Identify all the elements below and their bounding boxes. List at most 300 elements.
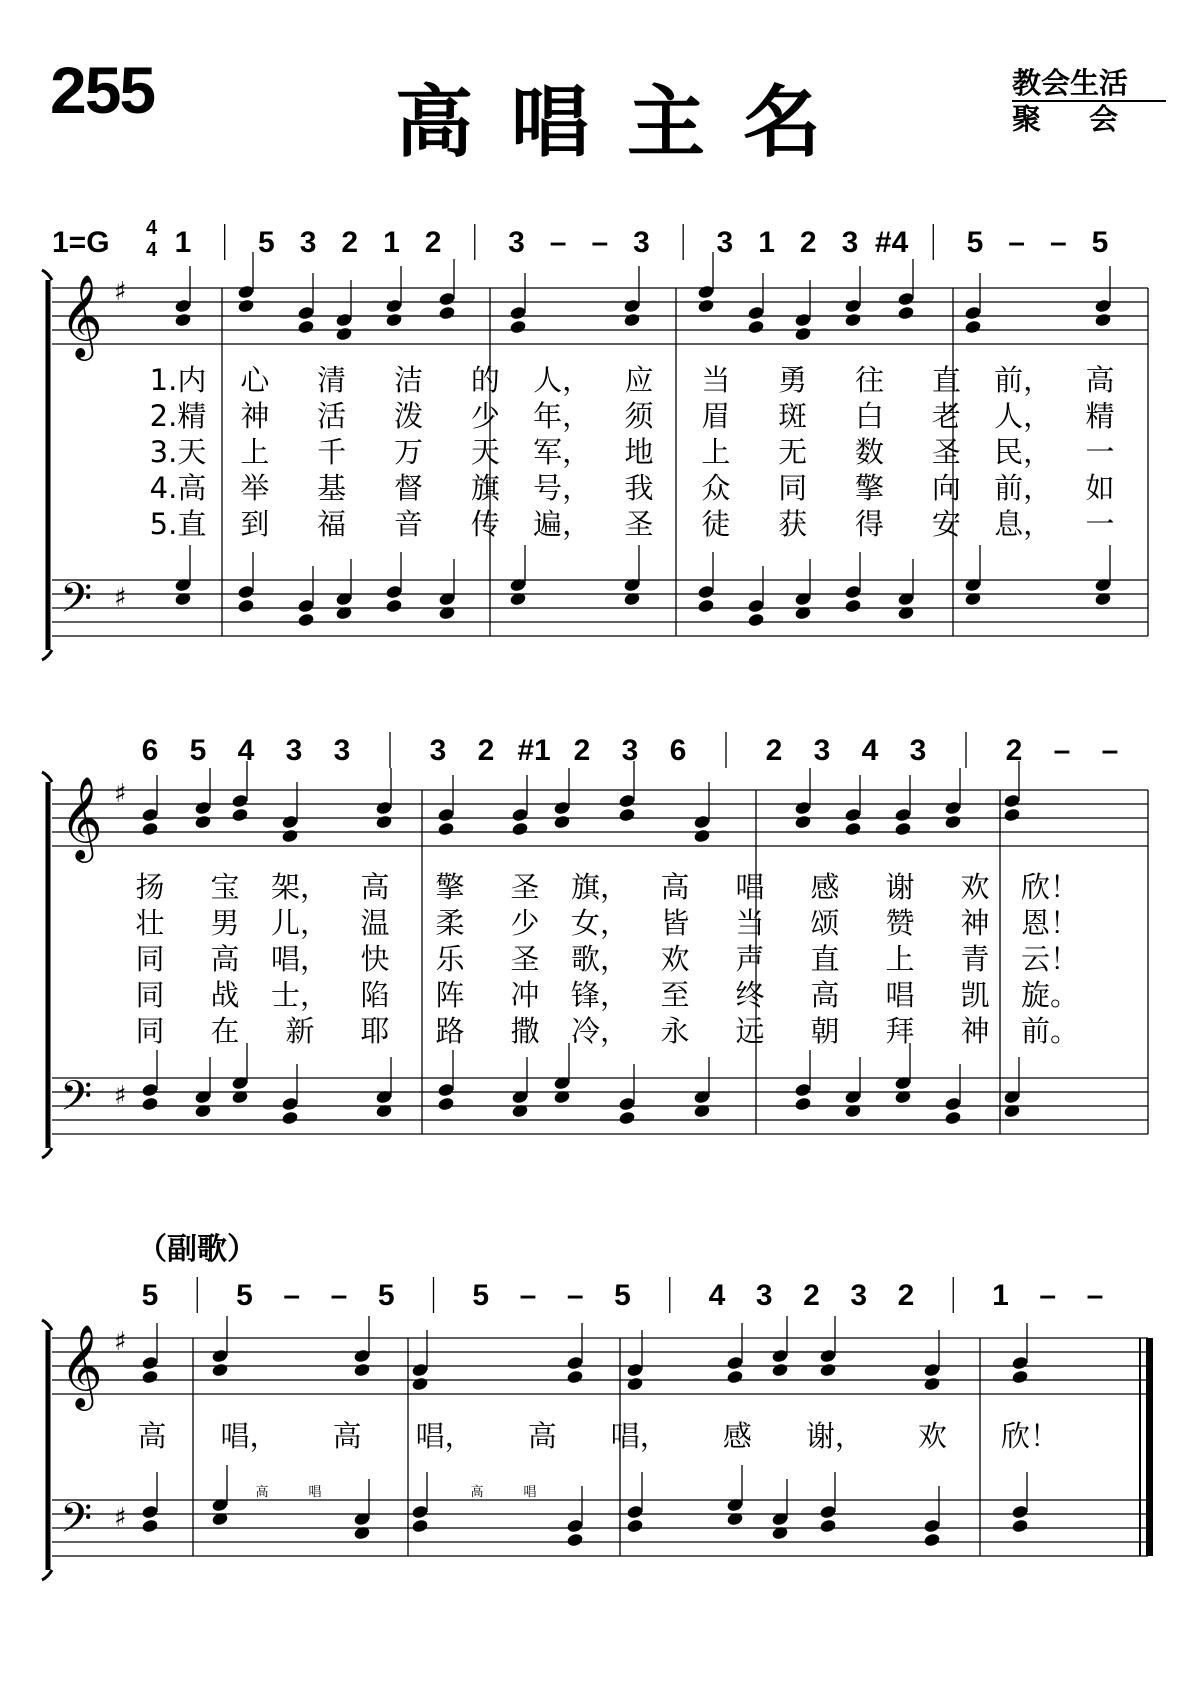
bass-note: [747, 612, 765, 627]
key-sharp-icon: ♯: [114, 1503, 127, 1533]
lyric-syllable: 冷，: [570, 1014, 630, 1048]
lyric-syllable: 架，: [270, 870, 330, 904]
treble-note: [1003, 807, 1021, 822]
lyric-syllable: 举: [240, 471, 270, 505]
lyric-syllable: 至: [660, 978, 690, 1012]
jianpu-note: 3: [841, 226, 859, 259]
treble-note: [211, 1362, 229, 1377]
treble-note: [1003, 793, 1021, 808]
bass-note: [566, 1518, 584, 1533]
lyric-syllable: 勇: [778, 363, 808, 397]
lyric-syllable: 声: [735, 942, 765, 976]
treble-note: [297, 305, 315, 320]
treble-note: [281, 828, 299, 843]
lyric-syllable: 快: [360, 942, 390, 976]
lyric-syllable: 民，: [994, 435, 1053, 469]
lyric-syllable: 唱: [885, 978, 915, 1012]
jianpu-note: #4: [874, 226, 909, 259]
system-2-brace-top-hook: [42, 772, 52, 782]
treble-note: [385, 298, 403, 313]
bass-note: [141, 1096, 159, 1111]
jianpu-note: 3: [299, 226, 317, 259]
lyric-syllable: 神: [960, 906, 990, 940]
jianpu-note: –: [1049, 226, 1067, 259]
lyric-syllable: 少: [510, 906, 540, 940]
jianpu-note: 5: [614, 1279, 631, 1312]
lyric-syllable: 士，: [270, 978, 330, 1012]
jianpu-note: #1: [517, 734, 551, 767]
jianpu-note: –: [1086, 1279, 1104, 1312]
lyric-syllable: 4.高: [149, 471, 207, 505]
treble-note: [375, 800, 393, 815]
treble-staff-1: [52, 273, 1148, 361]
lyric-syllable: 撒: [510, 1014, 540, 1048]
jianpu-note: 3: [755, 1279, 773, 1312]
bass-note: [437, 1082, 455, 1097]
lyric-syllable: 人，: [994, 399, 1053, 433]
treble-note: [174, 298, 192, 313]
lyric-syllable: 皆: [660, 906, 690, 940]
treble-note: [897, 291, 915, 306]
lyric-syllable: 圣: [510, 942, 540, 976]
lyric-syllable: 旗，: [570, 870, 630, 904]
jianpu-note: 2: [799, 226, 817, 259]
treble-note: [897, 305, 915, 320]
lyric-syllable: 音: [393, 507, 424, 541]
lyric-syllable: 唱，: [220, 1419, 279, 1453]
lyric-syllable: 活: [317, 399, 347, 433]
lyric-syllable: 恩！: [1020, 906, 1080, 940]
lyric-syllable: 传: [470, 507, 500, 541]
jianpu-note: –: [549, 226, 567, 259]
lyric-syllable: 得: [854, 507, 885, 541]
treble-note: [944, 814, 962, 829]
bass-note: [1011, 1504, 1029, 1519]
lyric-syllable: 的: [470, 363, 500, 397]
lyric-syllable: 青: [960, 942, 990, 976]
jianpu-note: 2: [477, 734, 495, 767]
system-1-brace-top-hook: [42, 270, 52, 280]
lyric-syllable: 众: [701, 471, 731, 505]
jianpu-note: 1: [174, 226, 192, 259]
lyric-syllable: 女，: [570, 906, 630, 940]
bass-note: [237, 598, 255, 613]
lyric-syllable: 感: [810, 870, 840, 904]
lyric-syllable: 宝: [210, 870, 240, 904]
bass-note: [944, 1110, 962, 1125]
bass-cue-lyric: 高: [255, 1485, 269, 1500]
bass-cue-lyric: 唱: [308, 1485, 322, 1500]
lyric-syllable: 乐: [435, 942, 465, 976]
lyric-syllable: 万: [393, 435, 424, 469]
lyric-syllable: 柔: [435, 906, 465, 940]
lyric-syllable: 人，: [533, 363, 592, 397]
lyric-syllable: 往: [854, 363, 885, 397]
category-main: 教会生活: [1012, 66, 1166, 102]
lyric-syllable: 获: [778, 507, 808, 541]
lyric-syllable: 唱，: [270, 942, 330, 976]
treble-note: [1011, 1355, 1029, 1370]
treble-note: [1011, 1369, 1029, 1384]
bass-cue-lyric: 高: [470, 1485, 484, 1500]
lyric-syllable: 感: [722, 1419, 752, 1453]
lyric-syllable: 基: [317, 471, 347, 505]
lyric-syllable: 息，: [994, 507, 1053, 541]
lyric-syllable: 高: [137, 1419, 167, 1453]
jianpu-note: –: [591, 226, 609, 259]
treble-note: [353, 1348, 371, 1363]
jianpu-note: 2: [1005, 734, 1023, 767]
treble-note: [923, 1362, 941, 1377]
lyric-syllable: 耶: [360, 1014, 390, 1048]
bass-note: [626, 1504, 644, 1519]
lyric-syllable: 圣: [624, 507, 654, 541]
jianpu-note: 3: [633, 226, 650, 259]
treble-note: [964, 319, 982, 334]
treble-note: [553, 814, 571, 829]
jianpu-note: 2: [424, 226, 442, 259]
lyric-syllable: 清: [317, 363, 347, 397]
treble-note: [141, 1355, 159, 1370]
lyric-syllable: 同: [135, 1014, 165, 1048]
lyric-syllable: 1.内: [149, 363, 207, 397]
treble-clef-icon: 𝄞: [60, 1323, 103, 1407]
lyric-syllable: 欢: [960, 870, 990, 904]
lyric-syllable: 云！: [1020, 942, 1080, 976]
treble-note: [844, 807, 862, 822]
lyric-syllable: 5.直: [149, 507, 207, 541]
lyric-syllable: 白: [854, 399, 885, 433]
treble-note: [385, 312, 403, 327]
jianpu-note: 4: [237, 734, 255, 767]
lyric-syllable: 2.精: [149, 399, 207, 433]
bass-note: [618, 1096, 636, 1111]
jianpu-note: –: [330, 1279, 348, 1312]
treble-note: [1094, 312, 1112, 327]
jianpu-note: 4: [861, 734, 879, 767]
lyric-syllable: 洁: [393, 363, 424, 397]
lyric-syllable: 安: [931, 507, 961, 541]
treble-note: [335, 312, 353, 327]
treble-note: [697, 298, 715, 313]
bass-note: [385, 598, 403, 613]
jianpu-note: 3: [716, 226, 734, 259]
bass-note: [618, 1110, 636, 1125]
lyric-syllable: 当: [701, 363, 731, 397]
jianpu-note: 3: [285, 734, 303, 767]
lyric-syllable: 欣！: [1020, 870, 1080, 904]
lyric-syllable: 向: [931, 471, 961, 505]
treble-note: [375, 814, 393, 829]
key-signature: 1=G: [52, 226, 110, 259]
jianpu-note: 3: [621, 734, 639, 767]
jianpu-note: 5: [141, 1279, 159, 1312]
lyric-syllable: 神: [960, 1014, 990, 1048]
jianpu-note: –: [519, 1279, 537, 1312]
treble-note: [819, 1362, 837, 1377]
treble-clef-icon: 𝄞: [60, 273, 103, 357]
lyric-syllable: 3.天: [149, 435, 207, 469]
lyric-syllable: 地: [624, 435, 654, 469]
lyric-syllable: 前，: [994, 363, 1053, 397]
treble-note: [237, 284, 255, 299]
bass-note: [411, 1518, 429, 1533]
jianpu-note: 2: [573, 734, 591, 767]
treble-note: [141, 1369, 159, 1384]
treble-note: [194, 800, 212, 815]
lyric-syllable: 壮: [135, 906, 165, 940]
lyric-syllable: 心: [240, 363, 270, 397]
bass-note: [141, 1518, 159, 1533]
bass-note: [819, 1518, 837, 1533]
jianpu-note: 2: [897, 1279, 915, 1312]
lyric-syllable: 谢: [885, 870, 915, 904]
lyric-syllable: 欢: [660, 942, 690, 976]
lyric-syllable: 欢: [917, 1419, 947, 1453]
key-sharp-icon: ♯: [114, 1327, 127, 1357]
lyric-syllable: 陷: [360, 978, 390, 1012]
lyric-syllable: 冲: [510, 978, 540, 1012]
system-3-brace-top-hook: [42, 1320, 52, 1330]
lyric-syllable: 精: [1085, 399, 1115, 433]
treble-note: [438, 291, 456, 306]
lyric-syllable: 阵: [435, 978, 465, 1012]
treble-note: [211, 1348, 229, 1363]
lyric-syllable: 战: [210, 978, 240, 1012]
lyric-syllable: 远: [735, 1014, 765, 1048]
hymn-number: 255: [50, 53, 155, 127]
bass-note: [844, 598, 862, 613]
lyric-syllable: 须: [624, 399, 654, 433]
treble-note: [231, 793, 249, 808]
lyric-syllable: 天: [470, 435, 500, 469]
jianpu-note: 3: [813, 734, 831, 767]
lyric-syllable: 温: [360, 906, 390, 940]
bass-note: [697, 584, 715, 599]
treble-note: [771, 1362, 789, 1377]
treble-note: [141, 821, 159, 836]
treble-note: [411, 1362, 429, 1377]
time-signature-top: 4: [146, 217, 158, 239]
lyric-syllable: 同: [135, 978, 165, 1012]
lyric-syllable: 高: [360, 870, 390, 904]
treble-note: [231, 807, 249, 822]
bass-note: [385, 584, 403, 599]
treble-note: [1094, 298, 1112, 313]
treble-note: [771, 1348, 789, 1363]
jianpu-note: 2: [765, 734, 783, 767]
lyric-syllable: 拜: [885, 1014, 915, 1048]
lyric-syllable: 直: [931, 363, 961, 397]
bass-note: [281, 1110, 299, 1125]
hymn-title: 高唱主名: [395, 78, 860, 168]
treble-note: [174, 312, 192, 327]
treble-note: [794, 814, 812, 829]
bass-note: [411, 1504, 429, 1519]
treble-note: [511, 821, 529, 836]
lyric-syllable: 无: [778, 435, 808, 469]
lyric-syllable: 老: [931, 399, 961, 433]
jianpu-note: 1: [383, 226, 400, 259]
treble-note: [693, 814, 711, 829]
lyric-syllable: 高: [660, 870, 690, 904]
lyric-syllable: 神: [240, 399, 270, 433]
lyric-syllable: 应: [624, 363, 654, 397]
jianpu-note: –: [1053, 734, 1071, 767]
bass-clef-icon: 𝄢: [60, 1494, 93, 1552]
lyric-syllable: 我: [624, 471, 654, 505]
lyric-syllable: 督: [393, 471, 424, 505]
treble-note: [923, 1376, 941, 1391]
treble-note: [894, 807, 912, 822]
lyric-syllable: 在: [210, 1014, 240, 1048]
jianpu-note: 5: [966, 226, 984, 259]
jianpu-note: –: [1008, 226, 1025, 259]
lyric-syllable: 年，: [533, 399, 592, 433]
lyric-syllable: 颂: [810, 906, 840, 940]
treble-note: [623, 298, 641, 313]
bass-note: [141, 1082, 159, 1097]
chorus-label: （副歌）: [137, 1232, 257, 1267]
lyric-syllable: 上: [240, 435, 270, 469]
lyric-syllable: 凯: [960, 978, 990, 1012]
key-sharp-icon: ♯: [114, 779, 127, 809]
bass-note: [794, 1096, 812, 1111]
lyric-syllable: 高: [1085, 363, 1115, 397]
bass-note: [819, 1504, 837, 1519]
lyric-syllable: 数: [854, 435, 885, 469]
lyric-syllable: 赞: [885, 906, 915, 940]
bass-note: [566, 1532, 584, 1547]
lyric-syllable: 一: [1085, 507, 1115, 541]
lyric-syllable: 永: [660, 1014, 690, 1048]
lyric-syllable: 扬: [135, 870, 165, 904]
treble-note: [894, 821, 912, 836]
lyric-syllable: 高: [527, 1419, 557, 1453]
lyric-syllable: 路: [435, 1014, 465, 1048]
treble-note: [794, 800, 812, 815]
jianpu-note: 6: [141, 734, 159, 767]
treble-note: [626, 1362, 644, 1377]
lyric-syllable: 唱，: [610, 1419, 669, 1453]
treble-note: [511, 807, 529, 822]
jianpu-note: 3: [909, 734, 927, 767]
lyric-syllable: 擎: [435, 870, 465, 904]
lyric-syllable: 男: [210, 906, 240, 940]
lyric-syllable: 斑: [778, 399, 808, 433]
lyric-syllable: 歌，: [570, 942, 630, 976]
jianpu-note: 1: [992, 1279, 1009, 1312]
lyric-syllable: 一: [1085, 435, 1115, 469]
jianpu-note: 3: [429, 734, 447, 767]
lyric-syllable: 终: [735, 978, 765, 1012]
lyric-syllable: 同: [778, 471, 808, 505]
lyric-syllable: 如: [1085, 471, 1115, 505]
treble-note: [697, 284, 715, 299]
bass-note: [626, 1518, 644, 1533]
bass-staff-1: [52, 574, 1148, 636]
lyric-syllable: 少: [470, 399, 500, 433]
treble-note: [353, 1362, 371, 1377]
lyric-syllable: 前。: [1020, 1014, 1080, 1048]
bass-note: [1011, 1518, 1029, 1533]
treble-note: [944, 800, 962, 815]
key-sharp-icon: ♯: [114, 583, 127, 613]
treble-note: [553, 800, 571, 815]
jianpu-note: 2: [803, 1279, 820, 1312]
system-3-brace-bottom-hook: [42, 1570, 52, 1580]
bass-note: [923, 1518, 941, 1533]
lyric-syllable: 泼: [393, 399, 424, 433]
bass-note: [281, 1096, 299, 1111]
lyric-syllable: 眉: [701, 399, 731, 433]
treble-note: [509, 305, 527, 320]
jianpu-note: 4: [708, 1279, 726, 1312]
treble-note: [726, 1355, 744, 1370]
bass-staff-2: [52, 1072, 1148, 1134]
jianpu-note: 5: [189, 734, 207, 767]
lyric-syllable: 福: [317, 507, 347, 541]
treble-note: [819, 1348, 837, 1363]
lyric-syllable: 上: [885, 942, 915, 976]
bass-note: [923, 1532, 941, 1547]
treble-note: [964, 305, 982, 320]
lyric-syllable: 唱，: [415, 1419, 474, 1453]
jianpu-note: 3: [333, 734, 351, 767]
bass-note: [297, 612, 315, 627]
lyric-syllable: 到: [240, 507, 270, 541]
treble-note: [438, 305, 456, 320]
bass-note: [944, 1096, 962, 1111]
lyric-syllable: 唱: [735, 870, 765, 904]
lyric-syllable: 欣！: [1000, 1419, 1060, 1453]
jianpu-note: 5: [236, 1279, 253, 1312]
bass-note: [237, 584, 255, 599]
bass-note: [794, 1082, 812, 1097]
system-1-brace-bottom-hook: [42, 650, 52, 660]
treble-note: [281, 814, 299, 829]
lyric-syllable: 朝: [810, 1014, 840, 1048]
treble-note: [844, 821, 862, 836]
jianpu-note: 3: [850, 1279, 868, 1312]
bass-note: [747, 598, 765, 613]
jianpu-note: –: [283, 1279, 301, 1312]
treble-note: [566, 1369, 584, 1384]
key-sharp-icon: ♯: [114, 277, 127, 307]
lyric-syllable: 圣: [510, 870, 540, 904]
treble-note: [747, 305, 765, 320]
lyric-syllable: 新: [285, 1014, 315, 1048]
bass-note: [141, 1504, 159, 1519]
final-barline: [1146, 1338, 1153, 1556]
lyric-syllable: 徒: [701, 507, 731, 541]
lyric-syllable: 旗: [470, 471, 500, 505]
treble-note: [794, 312, 812, 327]
jianpu-note: 5: [377, 1279, 395, 1312]
lyric-syllable: 锋，: [570, 978, 630, 1012]
jianpu-note: –: [1101, 734, 1119, 767]
time-signature-bottom: 4: [146, 239, 158, 261]
system-2-brace-bottom-hook: [42, 1148, 52, 1158]
bass-clef-icon: 𝄢: [60, 574, 93, 632]
treble-note: [618, 793, 636, 808]
treble-clef-icon: 𝄞: [60, 775, 103, 859]
jianpu-note: –: [566, 1279, 584, 1312]
jianpu-note: 3: [508, 226, 525, 259]
bass-note: [844, 584, 862, 599]
treble-note: [726, 1369, 744, 1384]
lyric-syllable: 上: [701, 435, 731, 469]
